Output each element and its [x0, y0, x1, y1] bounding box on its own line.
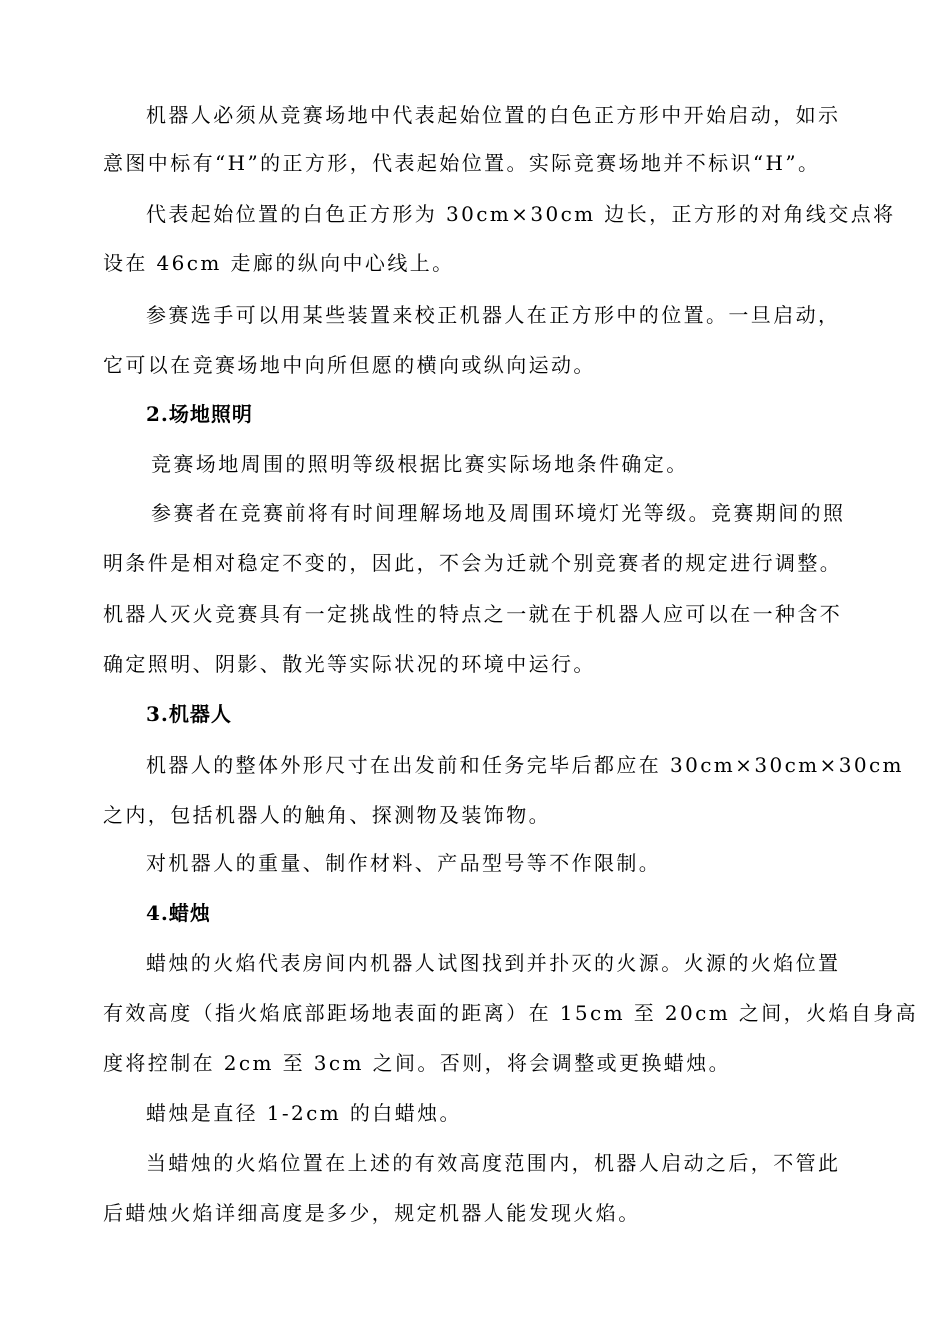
text-line: 对机器人的重量、制作材料、产品型号等不作限制。 — [146, 851, 662, 875]
text-line: 确定照明、阴影、散光等实际状况的环境中运行。 — [103, 652, 596, 676]
text-line: 机器人的整体外形尺寸在出发前和任务完毕后都应在 30cm×30cm×30cm — [146, 753, 904, 777]
section-heading: 3.机器人 — [146, 702, 232, 726]
text-line: 之内，包括机器人的触角、探测物及装饰物。 — [103, 803, 551, 827]
text-line: 它可以在竞赛场地中向所但愿的横向或纵向运动。 — [103, 353, 596, 377]
text-line: 当蜡烛的火焰位置在上述的有效高度范围内，机器人启动之后，不管此 — [146, 1151, 841, 1175]
section-heading: 2.场地照明 — [146, 402, 253, 426]
text-line: 代表起始位置的白色正方形为 30cm×30cm 边长，正方形的对角线交点将 — [146, 202, 896, 226]
text-line: 有效高度（指火焰底部距场地表面的距离）在 15cm 至 20cm 之间，火焰自身高 — [103, 1001, 919, 1025]
text-line: 参赛者在竞赛前将有时间理解场地及周围环境灯光等级。竞赛期间的照 — [151, 501, 846, 525]
text-line: 蜡烛的火焰代表房间内机器人试图找到并扑灭的火源。火源的火焰位置 — [146, 951, 841, 975]
text-line: 机器人灭火竞赛具有一定挑战性的特点之一就在于机器人应可以在一种含不 — [103, 602, 843, 626]
text-line: 后蜡烛火焰详细高度是多少，规定机器人能发现火焰。 — [103, 1201, 641, 1225]
text-line: 参赛选手可以用某些装置来校正机器人在正方形中的位置。一旦启动， — [146, 303, 841, 327]
text-line: 明条件是相对稳定不变的，因此，不会为迁就个别竞赛者的规定进行调整。 — [103, 551, 843, 575]
text-line: 设在 46cm 走廊的纵向中心线上。 — [103, 251, 455, 275]
text-line: 蜡烛是直径 1-2cm 的白蜡烛。 — [146, 1101, 462, 1125]
text-line: 竞赛场地周围的照明等级根据比赛实际场地条件确定。 — [151, 452, 689, 476]
text-line: 机器人必须从竞赛场地中代表起始位置的白色正方形中开始启动，如示 — [146, 103, 841, 127]
section-heading: 4.蜡烛 — [146, 901, 211, 925]
text-line: 意图中标有“H”的正方形，代表起始位置。实际竞赛场地并不标识“H”。 — [103, 151, 821, 175]
text-line: 度将控制在 2cm 至 3cm 之间。否则，将会调整或更换蜡烛。 — [103, 1051, 732, 1075]
